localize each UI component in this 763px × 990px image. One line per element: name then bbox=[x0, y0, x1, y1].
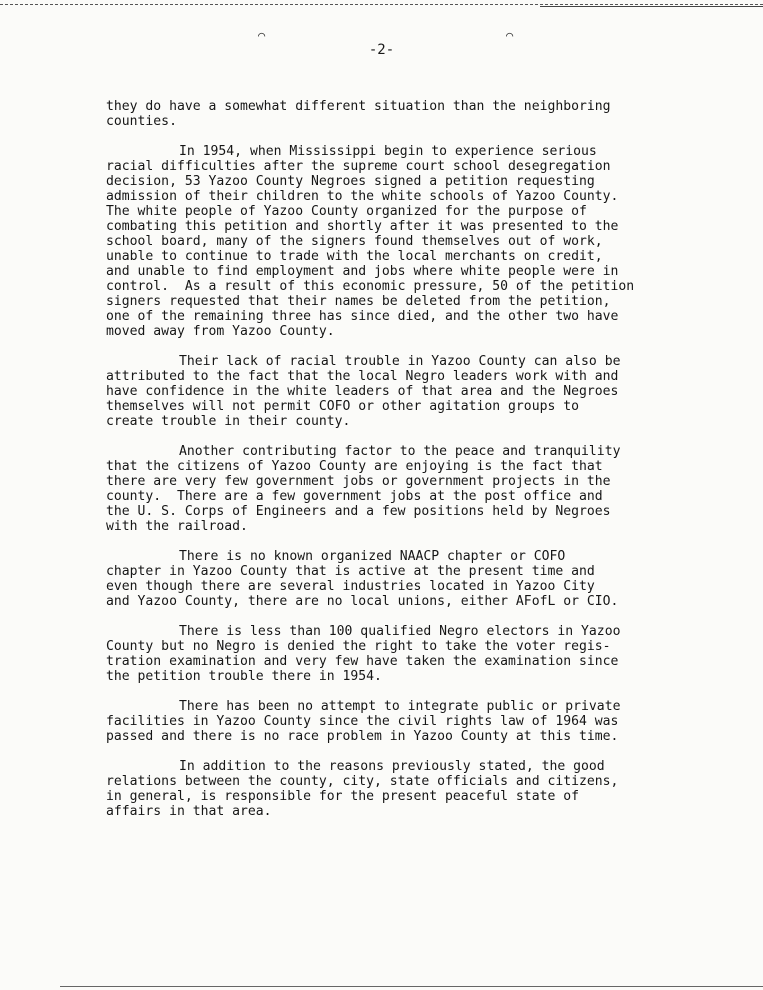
text-line-content: The white people of Yazoo County organized for the purpose of bbox=[106, 204, 587, 219]
text-line-content: unable to continue to trade with the local merchants on credit, bbox=[106, 249, 603, 264]
text-line bbox=[106, 444, 726, 459]
text-line-content: In addition to the reasons previously stated, the good bbox=[179, 759, 605, 774]
text-line-content: they do have a somewhat different situation than the neighboring bbox=[106, 99, 611, 114]
text-line-content: There is no known organized NAACP chapter or COFO bbox=[179, 549, 566, 564]
text-line bbox=[106, 594, 726, 609]
text-line-content: even though there are several industries located in Yazoo City bbox=[106, 579, 595, 594]
text-line-content: decision, 53 Yazoo County Negroes signed a petition requesting bbox=[106, 174, 595, 189]
text-line-content: combating this petition and shortly after it was presented to the bbox=[106, 219, 619, 234]
text-line bbox=[106, 669, 726, 684]
text-line-content: counties. bbox=[106, 114, 177, 129]
text-line bbox=[106, 159, 726, 174]
text-line-content: one of the remaining three has since died, and the other two have bbox=[106, 309, 619, 324]
text-line bbox=[106, 414, 726, 429]
text-line bbox=[106, 504, 726, 519]
text-line-content: control. As a result of this economic pressure, 50 of the petition bbox=[106, 279, 635, 294]
text-line-content: racial difficulties after the supreme court school desegregation bbox=[106, 159, 611, 174]
text-line bbox=[106, 579, 726, 594]
text-line-content: Another contributing factor to the peace and tranquility bbox=[179, 444, 621, 459]
page-number: -2- bbox=[368, 42, 395, 58]
text-line bbox=[106, 189, 726, 204]
text-line-content: there are very few government jobs or government projects in the bbox=[106, 474, 611, 489]
text-line bbox=[106, 654, 726, 669]
text-line bbox=[106, 369, 726, 384]
text-line bbox=[106, 144, 726, 159]
text-line-content: attributed to the fact that the local Negro leaders work with and bbox=[106, 369, 619, 384]
text-line-content: school board, many of the signers found themselves out of work, bbox=[106, 234, 603, 249]
text-line bbox=[106, 384, 726, 399]
bottom-edge-rule bbox=[60, 986, 763, 987]
text-line-content: In 1954, when Mississippi begin to experience serious bbox=[179, 144, 597, 159]
text-line-content: county. There are a few government jobs at the post office and bbox=[106, 489, 603, 504]
text-line bbox=[106, 324, 726, 339]
paragraph bbox=[106, 144, 726, 339]
text-line-content: with the railroad. bbox=[106, 519, 248, 534]
text-line-content: in general, is responsible for the present peaceful state of bbox=[106, 789, 579, 804]
text-line bbox=[106, 399, 726, 414]
text-line-content: passed and there is no race problem in Yazoo County at this time. bbox=[106, 729, 619, 744]
text-line-content: that the citizens of Yazoo County are enjoying is the fact that bbox=[106, 459, 603, 474]
top-edge-rule bbox=[0, 4, 763, 5]
paragraph bbox=[106, 759, 726, 819]
text-line-content: affairs in that area. bbox=[106, 804, 272, 819]
text-line-content: the petition trouble there in 1954. bbox=[106, 669, 382, 684]
text-line bbox=[106, 114, 726, 129]
text-line bbox=[106, 774, 726, 789]
text-line bbox=[106, 549, 726, 564]
text-line bbox=[106, 459, 726, 474]
text-line-content: create trouble in their county. bbox=[106, 414, 351, 429]
text-line bbox=[106, 294, 726, 309]
text-line bbox=[106, 489, 726, 504]
paragraph bbox=[106, 624, 726, 684]
text-line-content: moved away from Yazoo County. bbox=[106, 324, 335, 339]
text-line-content: There is less than 100 qualified Negro electors in Yazoo bbox=[179, 624, 621, 639]
text-line bbox=[106, 279, 726, 294]
text-line bbox=[106, 639, 726, 654]
text-line-content: and unable to find employment and jobs where white people were in bbox=[106, 264, 619, 279]
text-line bbox=[106, 309, 726, 324]
scan-mark-right: ⌒ bbox=[506, 28, 514, 42]
text-line-content: and Yazoo County, there are no local unions, either AFofL or CIO. bbox=[106, 594, 619, 609]
paragraph bbox=[106, 99, 726, 129]
text-line bbox=[106, 234, 726, 249]
text-line bbox=[106, 99, 726, 114]
text-line-content: facilities in Yazoo County since the civil rights law of 1964 was bbox=[106, 714, 619, 729]
text-line bbox=[106, 624, 726, 639]
document-body bbox=[106, 99, 726, 819]
text-line bbox=[106, 564, 726, 579]
text-line bbox=[106, 474, 726, 489]
text-line bbox=[106, 699, 726, 714]
text-line-content: relations between the county, city, state officials and citizens, bbox=[106, 774, 619, 789]
scan-mark-left: ⌒ bbox=[258, 28, 266, 42]
text-line bbox=[106, 759, 726, 774]
text-line bbox=[106, 174, 726, 189]
paragraph bbox=[106, 444, 726, 534]
text-line-content: There has been no attempt to integrate public or private bbox=[179, 699, 621, 714]
text-line-content: admission of their children to the white schools of Yazoo County. bbox=[106, 189, 619, 204]
text-line bbox=[106, 729, 726, 744]
paragraph bbox=[106, 549, 726, 609]
text-line-content: tration examination and very few have taken the examination since bbox=[106, 654, 619, 669]
paragraph bbox=[106, 354, 726, 429]
top-edge-rule-solid bbox=[540, 6, 763, 7]
text-line-content: themselves will not permit COFO or other agitation groups to bbox=[106, 399, 579, 414]
paragraph bbox=[106, 699, 726, 744]
text-line-content: Their lack of racial trouble in Yazoo County can also be bbox=[179, 354, 621, 369]
text-line-content: chapter in Yazoo County that is active at the present time and bbox=[106, 564, 595, 579]
text-line bbox=[106, 714, 726, 729]
text-line bbox=[106, 354, 726, 369]
text-line bbox=[106, 219, 726, 234]
text-line-content: signers requested that their names be deleted from the petition, bbox=[106, 294, 611, 309]
text-line bbox=[106, 249, 726, 264]
text-line-content: have confidence in the white leaders of that area and the Negroes bbox=[106, 384, 619, 399]
text-line bbox=[106, 804, 726, 819]
text-line bbox=[106, 789, 726, 804]
text-line bbox=[106, 264, 726, 279]
text-line-content: the U. S. Corps of Engineers and a few positions held by Negroes bbox=[106, 504, 611, 519]
text-line bbox=[106, 204, 726, 219]
text-line bbox=[106, 519, 726, 534]
text-line-content: County but no Negro is denied the right to take the voter regis- bbox=[106, 639, 611, 654]
